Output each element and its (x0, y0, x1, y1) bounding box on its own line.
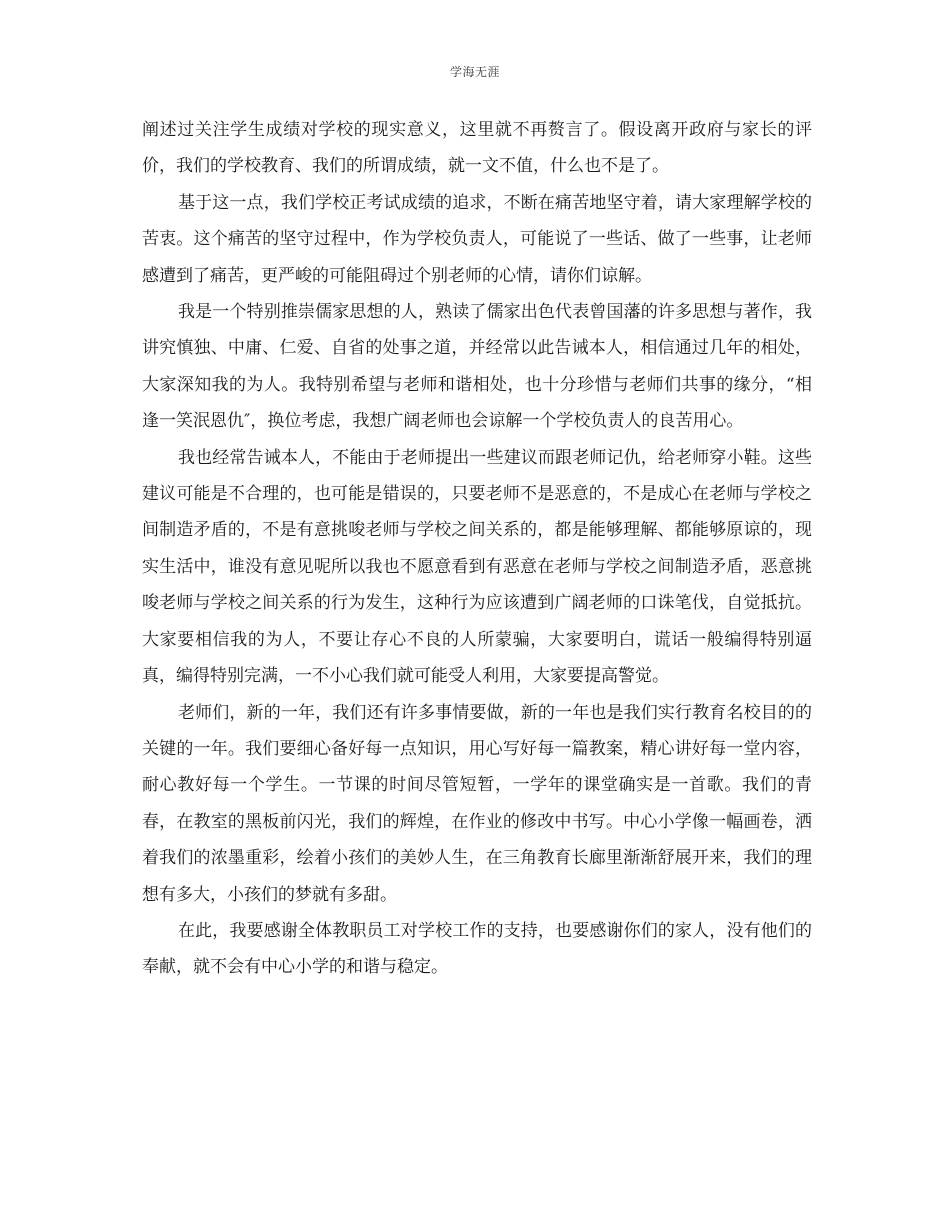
page-header: 学海无涯 (449, 65, 500, 79)
paragraph-4: 我也经常告诫本人，不能由于老师提出一些建议而跟老师记仇，给老师穿小鞋。这些建议可能是不合理的，也可能是错误的，只要老师不是恶意的，不是成心在老师与学校之间制造矛盾的，不是有意挑唆老师与学校之间关系的，都是能够理解、都能够原谅的，现实生活中，谁没有意见呢所以我也不愿意看到有恶意在老师与学校之间制造矛盾，恶意挑唆老师与学校之间关系的行为发生，这种行为应该遭到广阔老师的口诛笔伐，自觉抵抗。大家要相信我的为人，不要让存心不良的人所蒙骗，大家要明白，谎话一般编得特别逼真，编得特别完满，一不小心我们就可能受人利用，大家要提高警觉。 (142, 447, 812, 687)
paragraph-1: 阐述过关注学生成绩对学校的现实意义，这里就不再赘言了。假设离开政府与家长的评价，我们的学校教育、我们的所谓成绩，就一文不值，什么也不是了。 (142, 120, 812, 177)
document-body (142, 112, 812, 986)
paragraph-5: 老师们，新的一年，我们还有许多事情要做，新的一年也是我们实行教育名校目的的关键的一年。我们要细心备好每一点知识，用心写好每一篇教案，精心讲好每一堂内容，耐心教好每一个学生。一节课的时间尽管短暂，一学年的课堂确实是一首歌。我们的青春，在教室的黑板前闪光，我们的辉煌，在作业的修改中书写。中心小学像一幅画卷，洒着我们的浓墨重彩，绘着小孩们的美妙人生，在三角教育长廊里渐渐舒展开来，我们的理想有多大，小孩们的梦就有多甜。 (142, 702, 812, 905)
paragraph-2: 基于这一点，我们学校正考试成绩的追求，不断在痛苦地坚守着，请大家理解学校的苦衷。这个痛苦的坚守过程中，作为学校负责人，可能说了一些话、做了一些事，让老师感遭到了痛苦，更严峻的可能阻碍过个别老师的心情，请你们谅解。 (142, 192, 812, 286)
paragraph-6: 在此，我要感谢全体教职员工对学校工作的支持，也要感谢你们的家人，没有他们的奉献，就不会有中心小学的和谐与稳定。 (142, 920, 812, 978)
paragraph-3: 我是一个特别推崇儒家思想的人，熟读了儒家出色代表曾国藩的许多思想与著作，我讲究慎独、中庸、仁爱、自省的处事之道，并经常以此告诫本人，相信通过几年的相处，大家深知我的为人。我特别希望与老师和谐相处，也十分珍惜与老师们共事的缘分，“相逢一笑泯恩仇″，换位考虑，我想广阔老师也会谅解一个学校负责人的良苦用心。 (142, 302, 812, 432)
